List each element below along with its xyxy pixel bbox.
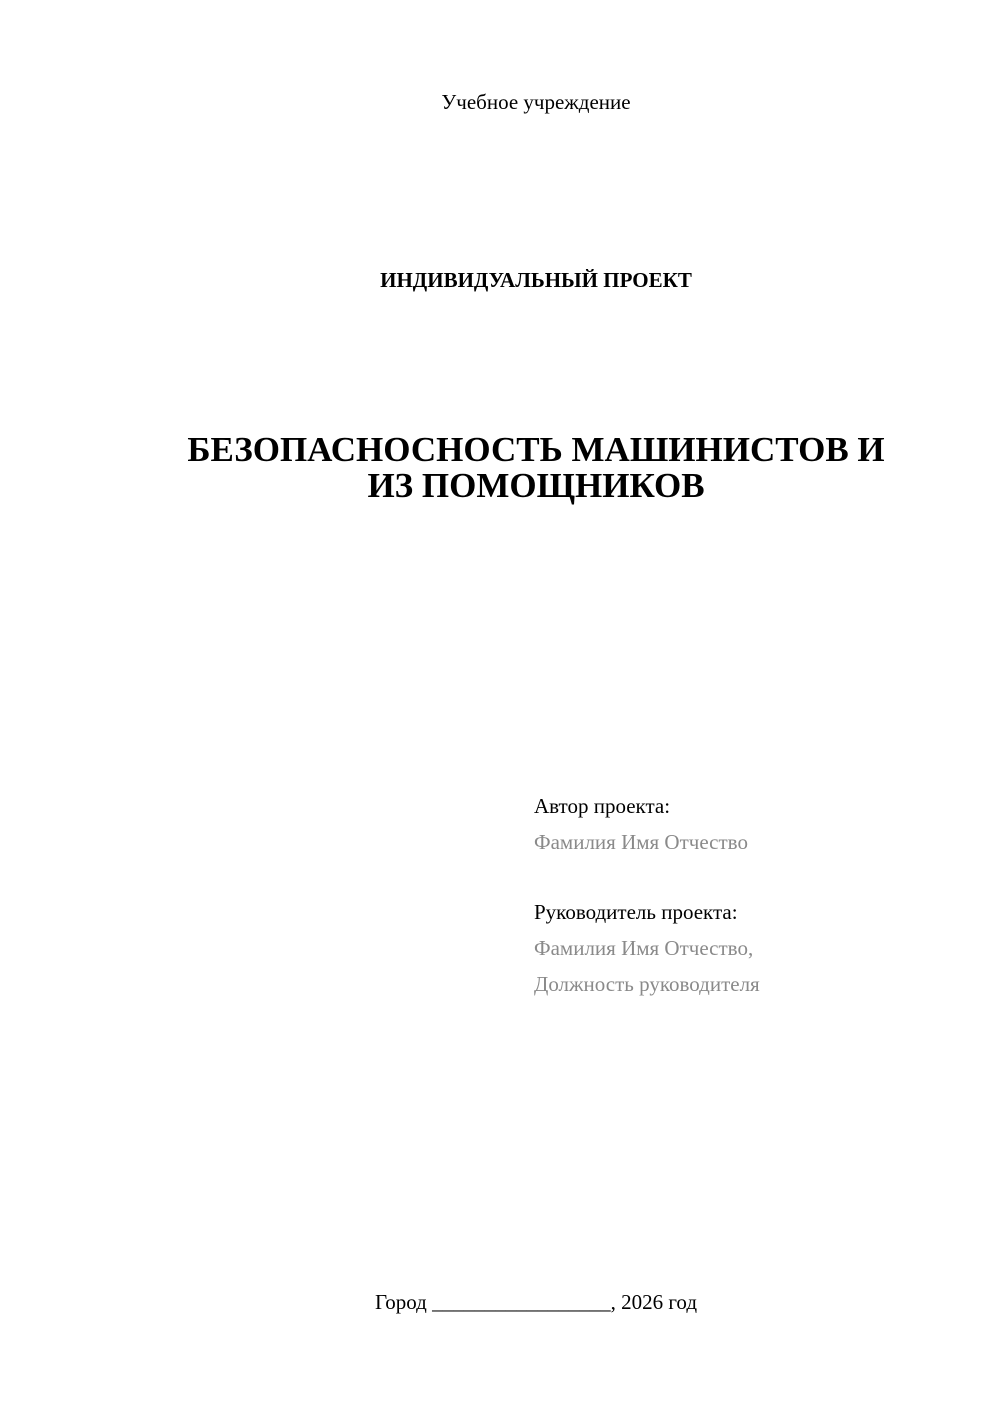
institution-name: Учебное учреждение: [441, 90, 631, 114]
supervisor-label: Руководитель проекта:: [534, 900, 738, 924]
author-name: Фамилия Имя Отчество: [534, 830, 748, 854]
supervisor-name: Фамилия Имя Отчество,: [534, 936, 754, 960]
project-title-line-1: БЕЗОПАСНОСНОСТЬ МАШИНИСТОВ И: [187, 430, 885, 469]
supervisor-position: Должность руководителя: [534, 972, 760, 996]
author-label: Автор проекта:: [534, 794, 671, 818]
project-info-block: [534, 788, 974, 1002]
city-year-line: Город _________________, 2026 год: [374, 1290, 698, 1314]
project-title-line-2: ИЗ ПОМОЩНИКОВ: [367, 466, 705, 505]
project-type-heading: ИНДИВИДУАЛЬНЫЙ ПРОЕКТ: [380, 268, 692, 292]
project-title: [120, 432, 952, 504]
spacer: [534, 860, 974, 894]
